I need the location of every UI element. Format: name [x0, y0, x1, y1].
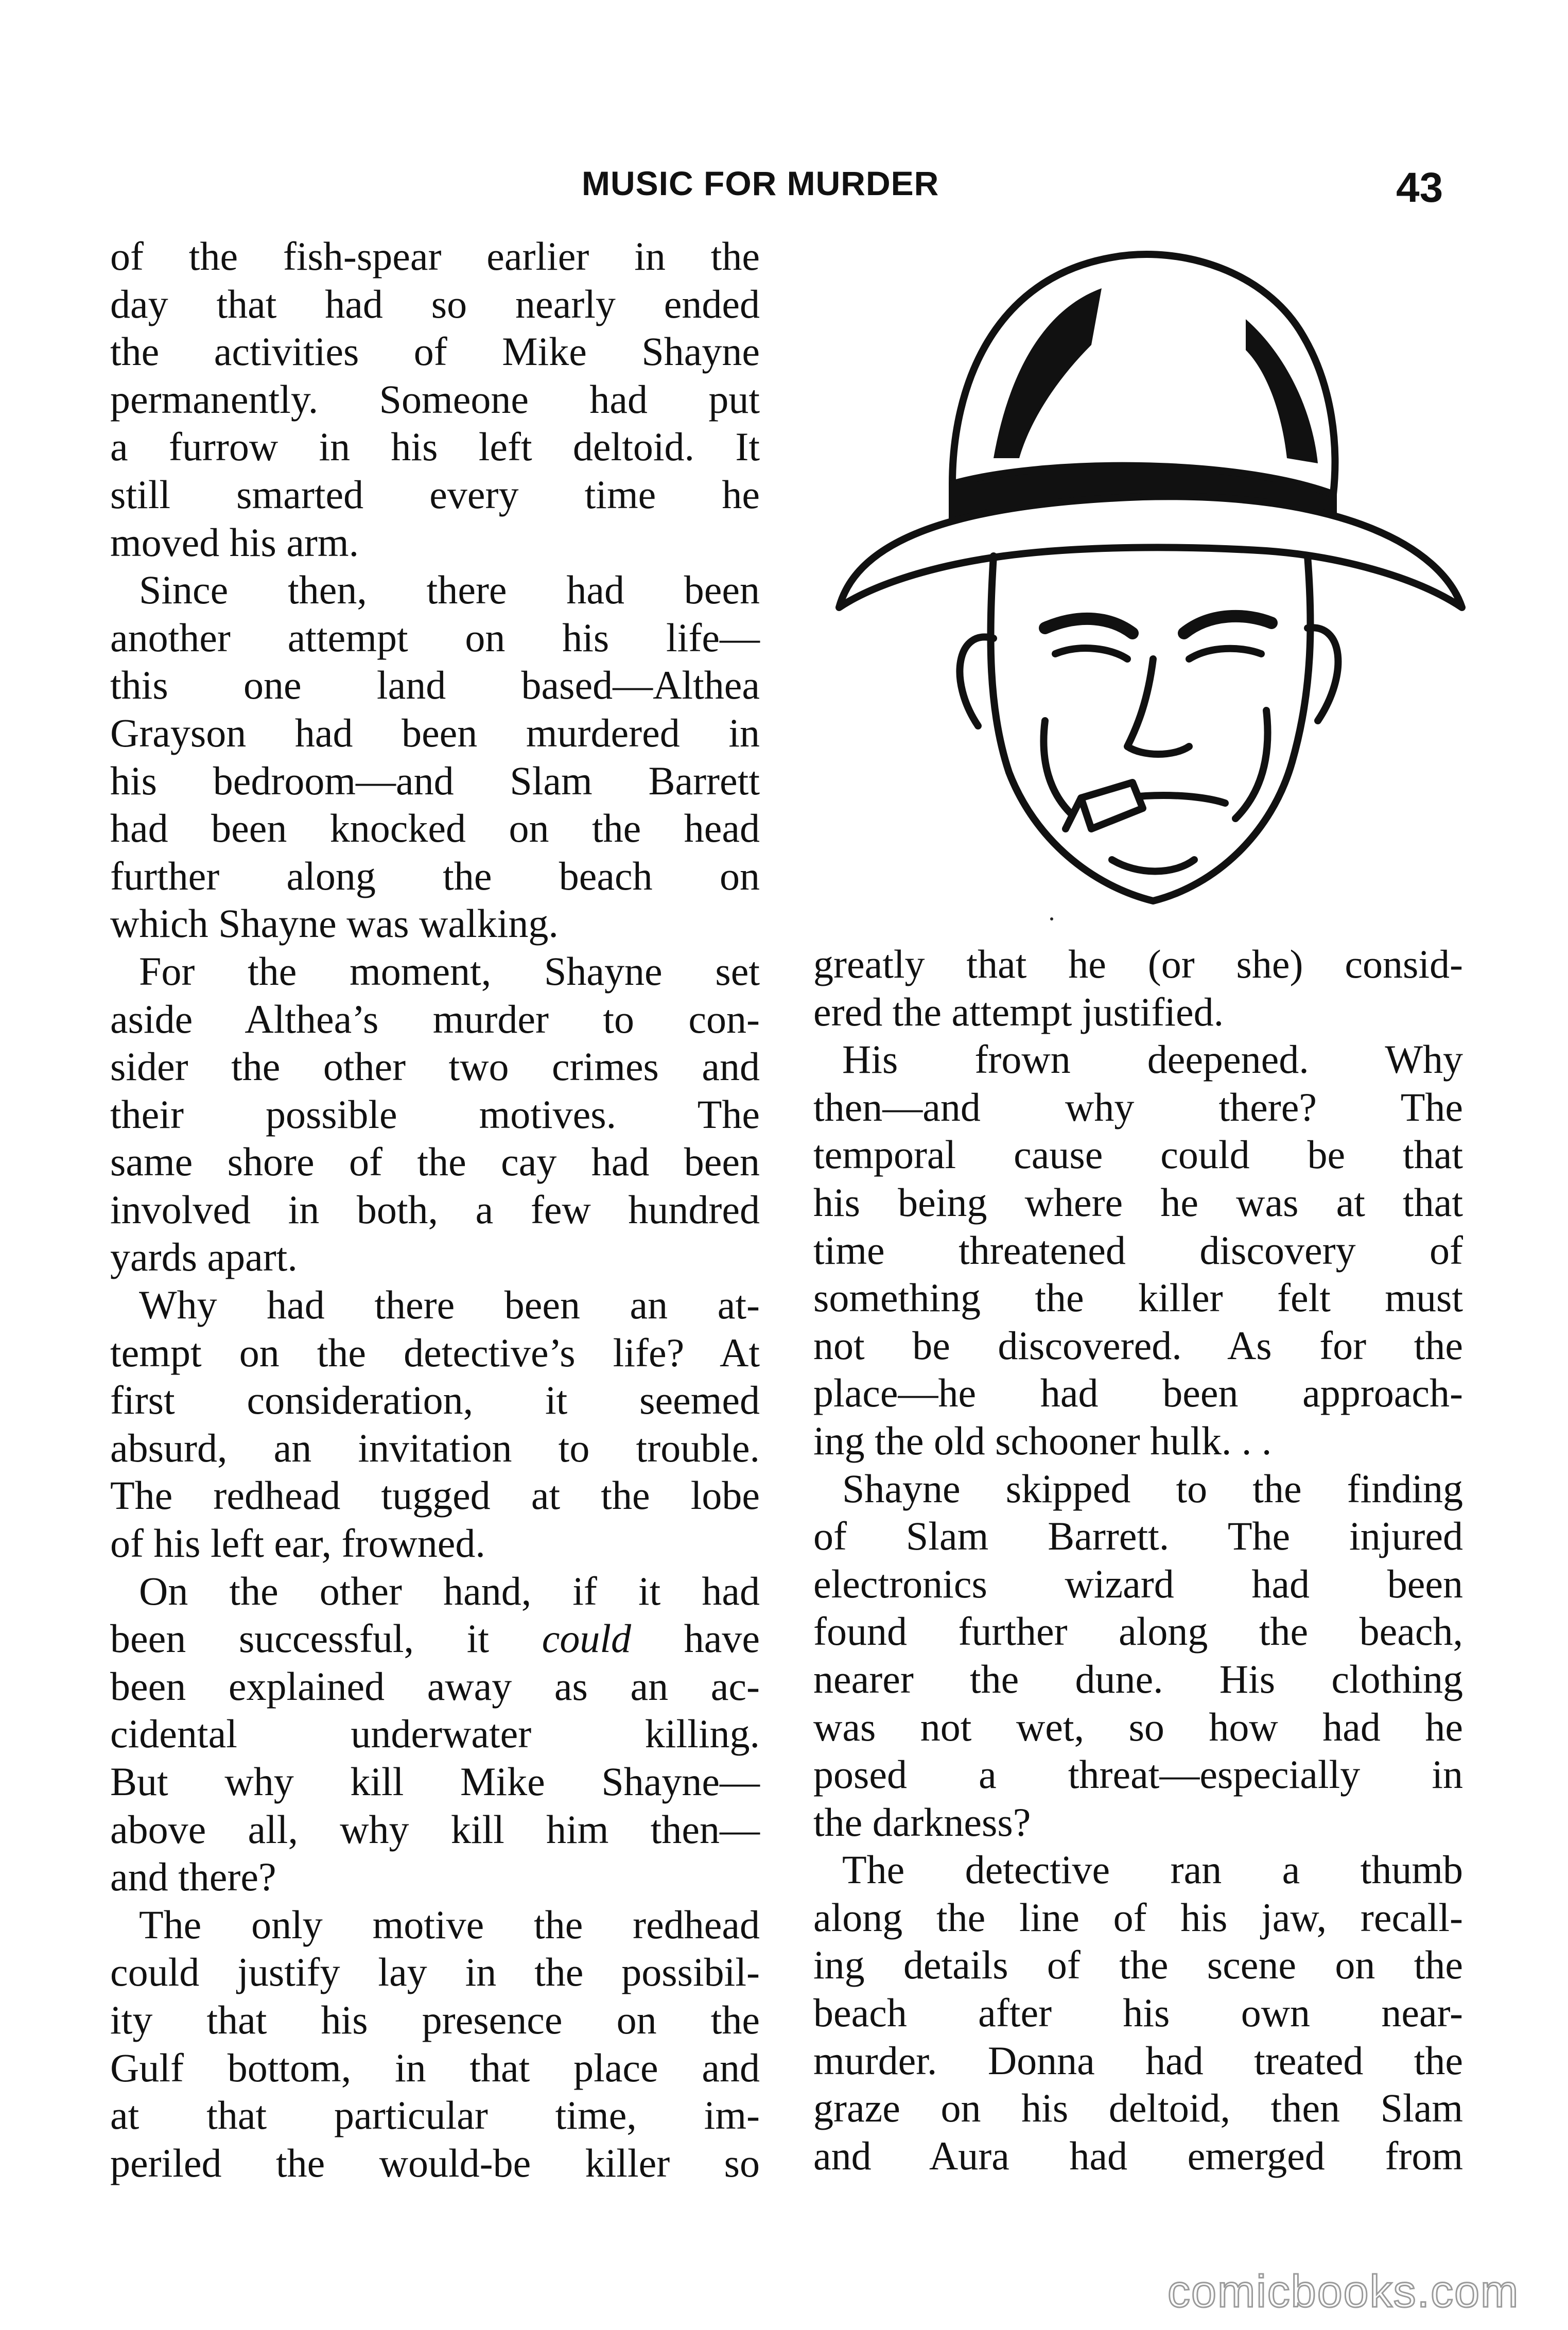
text-line: sider the other two crimes and [110, 1044, 760, 1089]
text-line: been explained away as an ac- [110, 1663, 760, 1709]
text-line-with-italic [110, 1615, 760, 1663]
text-line: ing the old schooner hulk. . . [813, 1418, 1272, 1463]
text-line: absurd, an invitation to trouble. [110, 1425, 760, 1470]
text-line: the activities of Mike Shayne [110, 329, 760, 374]
text-line: at that particular time, im- [110, 2093, 760, 2138]
text-line: The detective ran a thumb [842, 1847, 1463, 1892]
text-line: which Shayne was walking. [110, 901, 559, 946]
text-line: The redhead tugged at the lobe [110, 1473, 760, 1518]
text-line: moved his arm. [110, 519, 359, 565]
text-line: murder. Donna had treated the [813, 2038, 1463, 2083]
site-watermark: comicbooks.com [1168, 2266, 1520, 2317]
text-line: the darkness? [813, 1799, 1031, 1845]
text-line: further along the beach on [110, 853, 760, 898]
man-in-fedora-smoking-icon [824, 216, 1472, 927]
text-line: of his left ear, frowned. [110, 1521, 485, 1566]
stray-dot [1050, 917, 1053, 920]
italic-word: could [542, 1616, 632, 1661]
text-line: same shore of the cay had been [110, 1139, 760, 1185]
text-line: time threatened discovery of [813, 1227, 1463, 1273]
running-title: MUSIC FOR MURDER [582, 164, 939, 202]
text-line: greatly that he (or she) consid- [813, 942, 1463, 986]
text-line: day that had so nearly ended [110, 281, 760, 326]
fedora-man-illustration [824, 216, 1472, 927]
text-line: of Slam Barrett. The injured [813, 1514, 1463, 1559]
page-number: 43 [1396, 164, 1443, 211]
left-column [110, 233, 760, 2187]
text-line: involved in both, a few hundred [110, 1187, 760, 1232]
text-line: But why kill Mike Shayne— [110, 1759, 760, 1804]
text-line: place—he had been approach- [813, 1370, 1463, 1416]
text-line: his being where he was at that [813, 1179, 1463, 1225]
text-line: For the moment, Shayne set [139, 948, 760, 994]
text-line: ing details of the scene on the [813, 1942, 1463, 1988]
text-line: had been knocked on the head [110, 806, 760, 851]
text-line: tempt on the detective’s life? At [110, 1330, 760, 1375]
text-line: Gulf bottom, in that place and [110, 2045, 760, 2090]
text-line: this one land based—Althea [110, 663, 760, 708]
text-line: his bedroom—and Slam Barrett [110, 758, 760, 803]
text-line: periled the would-be killer so [110, 2140, 760, 2185]
text-line: posed a threat—especially in [813, 1752, 1463, 1797]
text-line: found further along the beach, [813, 1609, 1463, 1654]
text-line: His frown deepened. Why [842, 1037, 1463, 1082]
text-line: not be discovered. As for the [813, 1323, 1463, 1368]
text-line: of the fish-spear earlier in the [110, 234, 760, 279]
text-line: was not wet, so how had he [813, 1704, 1463, 1749]
text-line: ity that his presence on the [110, 1997, 760, 2042]
text-line: their possible motives. The [110, 1091, 760, 1137]
text-line: permanently. Someone had put [110, 376, 760, 422]
text-line: nearer the dune. His clothing [813, 1656, 1463, 1701]
text-line: above all, why kill him then— [110, 1806, 760, 1852]
text-line: temporal cause could be that [813, 1132, 1463, 1177]
text-line: first consideration, it seemed [110, 1378, 760, 1423]
text-line: graze on his deltoid, then Slam [813, 2085, 1463, 2131]
text-line: along the line of his jaw, recall- [813, 1894, 1463, 1940]
text-fragment: been successful, it [110, 1616, 490, 1661]
text-line: could justify lay in the possibil- [110, 1950, 760, 1995]
text-line: a furrow in his left deltoid. It [110, 424, 760, 470]
text-fragment: have [684, 1616, 760, 1661]
text-line: Since then, there had been [139, 567, 760, 613]
text-line: then—and why there? The [813, 1084, 1463, 1129]
text-line: Grayson had been murdered in [110, 710, 760, 755]
text-line: On the other hand, if it had [139, 1568, 760, 1613]
text-line: electronics wizard had been [813, 1561, 1463, 1606]
text-line: beach after his own near- [813, 1990, 1463, 2036]
text-line: something the killer felt must [813, 1275, 1463, 1320]
text-line: aside Althea’s murder to con- [110, 996, 760, 1041]
text-line: another attempt on his life— [110, 615, 760, 660]
text-line: and Aura had emerged from [813, 2133, 1463, 2178]
text-line: still smarted every time he [110, 472, 760, 517]
text-line: ered the attempt justified. [813, 989, 1224, 1034]
text-line: and there? [110, 1854, 276, 1900]
text-line: The only motive the redhead [139, 1902, 760, 1947]
right-column [813, 941, 1463, 2180]
text-line: yards apart. [110, 1234, 298, 1280]
text-line: Shayne skipped to the finding [842, 1466, 1463, 1511]
text-line: cidental underwater killing. [110, 1711, 760, 1757]
text-line: Why had there been an at- [139, 1282, 760, 1328]
